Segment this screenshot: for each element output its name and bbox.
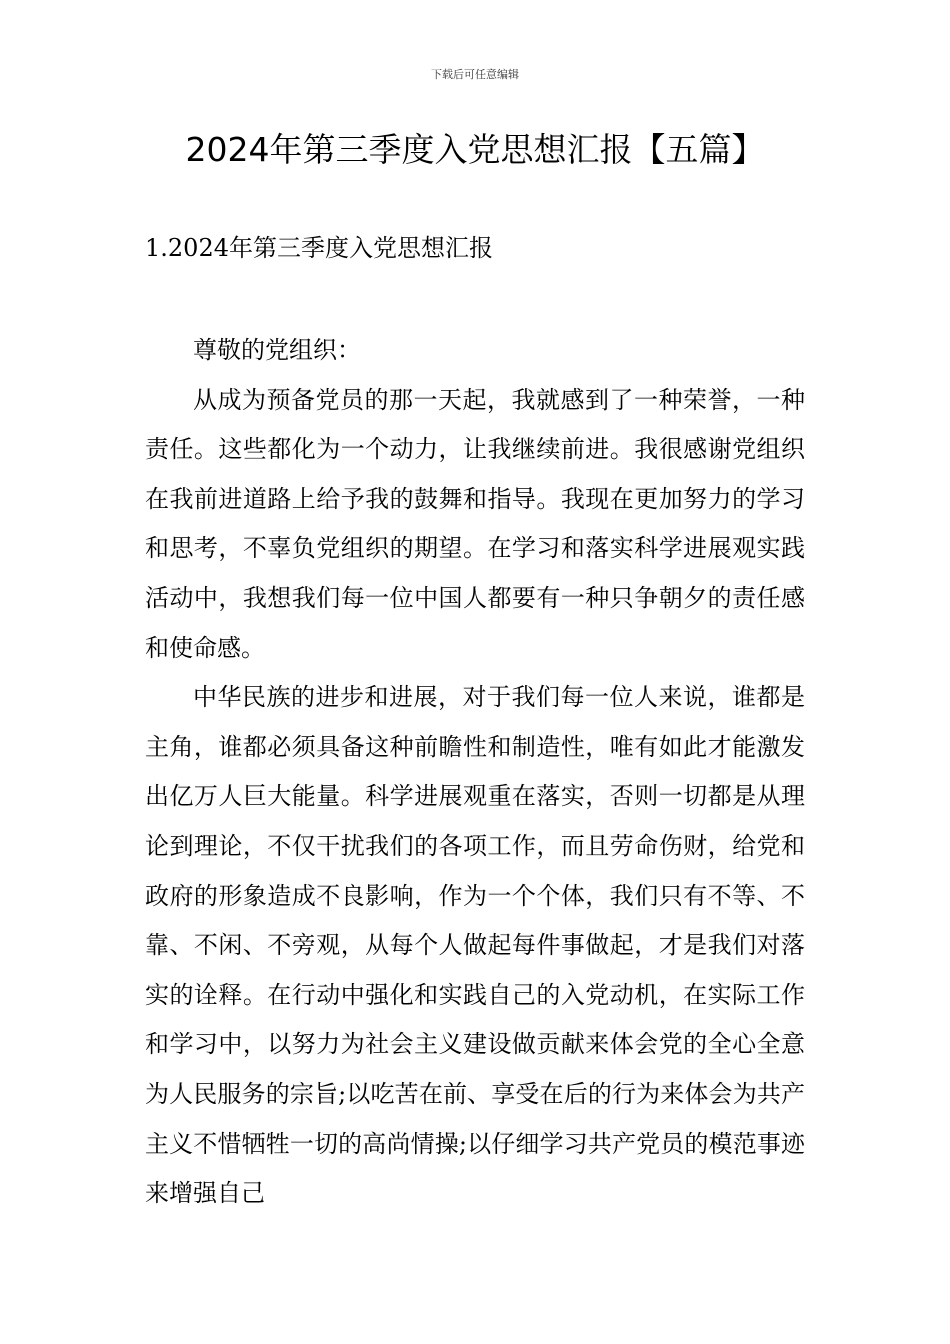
body-paragraph-2: 中华民族的进步和进展，对于我们每一位人来说，谁都是主角，谁都必须具备这种前瞻性和制造性，唯有如此才能激发出亿万人巨大能量。科学进展观重在落实，否则一切都是从理论到理论，不仅干扰我们的各项工作，而且劳命伤财，给党和政府的形象造成不良影响，作为一个个体，我们只有不等、不靠、不闲、不旁观，从每个人做起每件事做起，才是我们对落实的诠释。在行动中强化和实践自己的入党动机，在实际工作和学习中，以努力为社会主义建设做贡献来体会党的全心全意为人民服务的宗旨;以吃苦在前、享受在后的行为来体会为共产主义不惜牺牲一切的高尚情操;以仔细学习共产党员的模范事迹来增强自己 xyxy=(145,683,805,1208)
header-note: 下载后可任意编辑 xyxy=(431,68,519,81)
salutation: 尊敬的党组织： xyxy=(193,336,361,364)
document-body xyxy=(145,326,805,1219)
document-title: 2024年第三季度入党思想汇报【五篇】 xyxy=(185,130,765,169)
body-paragraph-1: 从成为预备党员的那一天起，我就感到了一种荣誉，一种责任。这些都化为一个动力，让我继续前进。我很感谢党组织在我前进道路上给予我的鼓舞和指导。我现在更加努力的学习和思考，不辜负党组织的期望。在学习和落实科学进展观实践活动中，我想我们每一位中国人都要有一种只争朝夕的责任感和使命感。 xyxy=(145,385,805,662)
section-heading: 1.2024年第三季度入党思想汇报 xyxy=(145,234,493,262)
